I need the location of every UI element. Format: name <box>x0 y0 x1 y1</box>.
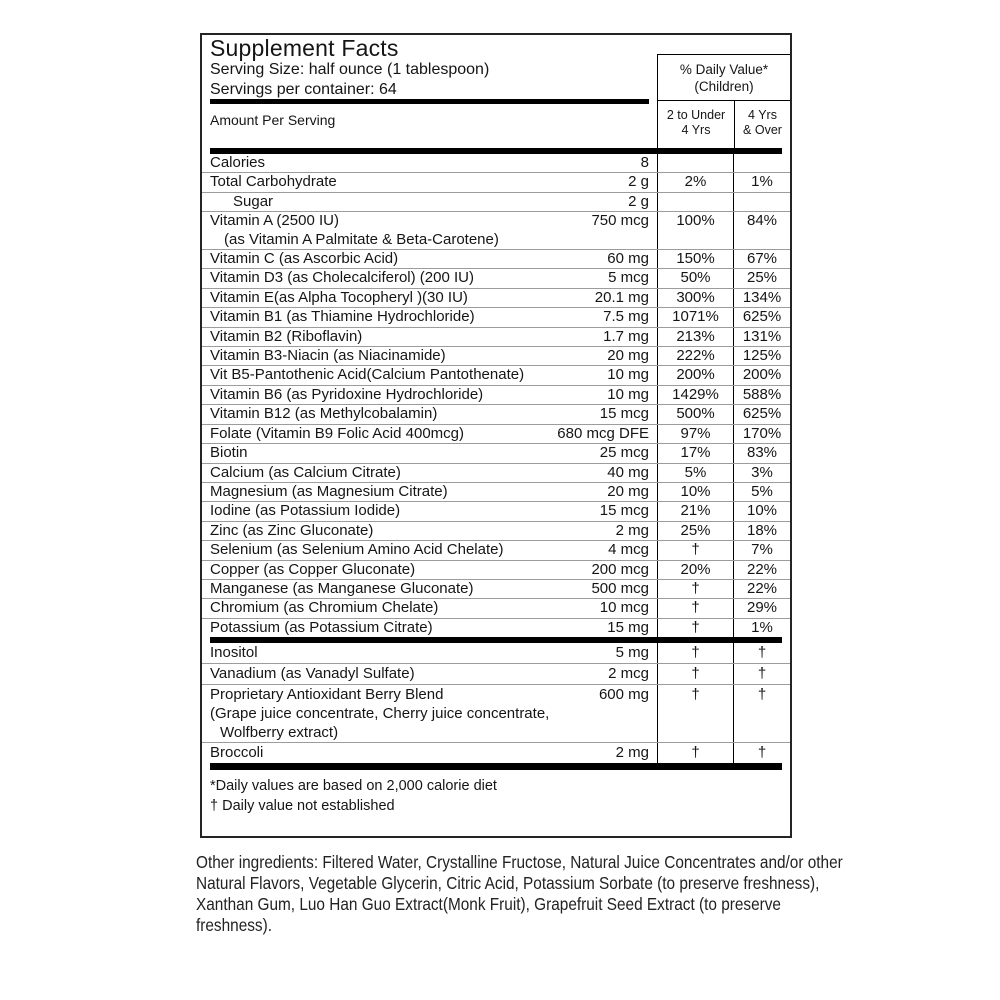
dv-adult-value: 22% <box>733 580 790 598</box>
nutrient-name: Vitamin B2 (Riboflavin) <box>210 327 363 345</box>
nutrient-cell <box>202 580 657 598</box>
nutrient-amount: 5 mcg <box>608 269 649 287</box>
dv-children-value: † <box>657 664 733 684</box>
nutrient-cell <box>202 643 657 663</box>
nutrient-cell <box>202 743 657 763</box>
dv-children-value: 2% <box>657 173 733 191</box>
nutrient-amount: 750 mcg <box>591 212 649 230</box>
dv-children-value: 20% <box>657 561 733 579</box>
dv-adult-value: 84% <box>733 212 790 249</box>
dv-adult-value <box>733 154 790 172</box>
table-row <box>202 249 790 268</box>
dv-children-value: 222% <box>657 347 733 365</box>
dv-children-value: 500% <box>657 405 733 423</box>
nutrient-amount: 15 mcg <box>599 405 649 423</box>
nutrient-table-main <box>202 154 790 637</box>
nutrient-cell <box>202 464 657 482</box>
dv-children-value: † <box>657 541 733 559</box>
col-adult-line1: 4 Yrs <box>748 108 777 122</box>
dv-children-value <box>657 154 733 172</box>
table-row <box>202 598 790 617</box>
table-row <box>202 268 790 287</box>
nutrient-name: Vitamin B1 (as Thiamine Hydrochloride) <box>210 308 475 326</box>
nutrient-amount: 2 mcg <box>608 665 649 683</box>
nutrient-amount: 2 g <box>628 173 649 191</box>
serving-info <box>210 60 489 99</box>
thick-rule <box>210 99 649 104</box>
nutrient-cell <box>202 347 657 365</box>
nutrient-amount: 2 g <box>628 192 649 210</box>
nutrient-cell <box>202 366 657 384</box>
table-row <box>202 385 790 404</box>
nutrient-amount: 10 mcg <box>599 599 649 617</box>
dv-adult-value: † <box>733 664 790 684</box>
nutrient-name: Vit B5-Pantothenic Acid(Calcium Pantothenate) <box>210 366 525 384</box>
nutrient-cell <box>202 619 657 637</box>
nutrient-cell <box>202 425 657 443</box>
nutrient-name: Folate (Vitamin B9 Folic Acid 400mcg) <box>210 424 464 442</box>
nutrient-amount: 10 mg <box>607 385 649 403</box>
nutrient-cell <box>202 405 657 423</box>
table-row <box>202 521 790 540</box>
table-row <box>202 579 790 598</box>
dv-adult-value: 29% <box>733 599 790 617</box>
nutrient-name: Vitamin B12 (as Methylcobalamin) <box>210 405 438 423</box>
table-row <box>202 172 790 191</box>
table-row <box>202 501 790 520</box>
nutrient-name: Potassium (as Potassium Citrate) <box>210 618 433 636</box>
nutrient-amount: 2 mg <box>615 743 649 761</box>
table-row <box>202 404 790 423</box>
nutrient-name: Vitamin A (2500 IU) <box>210 212 339 230</box>
nutrient-amount: 200 mcg <box>591 560 649 578</box>
dv-children-value: † <box>657 743 733 763</box>
dv-children-value: 10% <box>657 483 733 501</box>
dv-children-value: 25% <box>657 522 733 540</box>
nutrient-name: Calcium (as Calcium Citrate) <box>210 463 401 481</box>
dv-adult-value: 131% <box>733 328 790 346</box>
table-row <box>202 663 790 684</box>
dv-adult-value: 7% <box>733 541 790 559</box>
panel-header <box>202 35 790 148</box>
nutrient-cell <box>202 328 657 346</box>
dv-children-value: † <box>657 685 733 742</box>
table-row <box>202 307 790 326</box>
nutrient-amount: 60 mg <box>607 250 649 268</box>
table-row <box>202 192 790 211</box>
nutrient-name-continued: (as Vitamin A Palmitate & Beta-Carotene) <box>224 230 499 248</box>
nutrient-amount: 8 <box>640 154 649 171</box>
nutrient-amount: 2 mg <box>615 521 649 539</box>
nutrient-name: Calories <box>210 154 266 171</box>
dv-adult-value <box>733 193 790 211</box>
dv-children-value: 50% <box>657 269 733 287</box>
col-adult-header <box>734 101 790 148</box>
nutrient-name: Vitamin B6 (as Pyridoxine Hydrochloride) <box>210 385 484 403</box>
dv-adult-value: 18% <box>733 522 790 540</box>
dv-children-value: 200% <box>657 366 733 384</box>
panel-title: Supplement Facts <box>210 35 399 61</box>
nutrient-name: Inositol <box>210 644 258 662</box>
dv-children-value: † <box>657 643 733 663</box>
nutrient-name: Zinc (as Zinc Gluconate) <box>210 521 374 539</box>
dv-adult-value: 200% <box>733 366 790 384</box>
nutrient-name: Vitamin E(as Alpha Tocopheryl )(30 IU) <box>210 288 468 306</box>
dv-adult-value: 625% <box>733 308 790 326</box>
age-columns-header <box>658 100 790 148</box>
table-row <box>202 684 790 742</box>
nutrient-name: Biotin <box>210 444 248 462</box>
dv-adult-value: 625% <box>733 405 790 423</box>
nutrient-cell <box>202 599 657 617</box>
table-row <box>202 482 790 501</box>
table-row <box>202 211 790 249</box>
nutrient-cell <box>202 250 657 268</box>
dv-children-value: 300% <box>657 289 733 307</box>
dv-adult-value: † <box>733 743 790 763</box>
footnote-daily-value: *Daily values are based on 2,000 calorie diet <box>210 777 497 794</box>
table-row <box>202 443 790 462</box>
table-row <box>202 643 790 663</box>
nutrient-amount: 25 mcg <box>599 444 649 462</box>
daily-value-header-box <box>657 54 790 148</box>
nutrient-cell <box>202 212 657 249</box>
footnotes <box>202 770 790 836</box>
nutrient-name: Vitamin C (as Ascorbic Acid) <box>210 250 399 268</box>
dv-adult-value: 1% <box>733 173 790 191</box>
nutrient-cell <box>202 193 657 211</box>
nutrient-cell <box>202 444 657 462</box>
footnote-dagger: † Daily value not established <box>210 797 395 814</box>
table-row <box>202 742 790 763</box>
dv-children-value: † <box>657 599 733 617</box>
nutrient-cell <box>202 269 657 287</box>
col-children-header <box>658 101 734 148</box>
nutrient-name: Total Carbohydrate <box>210 173 337 191</box>
nutrient-amount: 40 mg <box>607 463 649 481</box>
nutrient-amount: 15 mcg <box>599 502 649 520</box>
dv-children-value <box>657 193 733 211</box>
dv-children-value: 1429% <box>657 386 733 404</box>
nutrient-amount: 20.1 mg <box>594 288 649 306</box>
dv-children-value: † <box>657 619 733 637</box>
table-row <box>202 424 790 443</box>
nutrient-cell <box>202 522 657 540</box>
dv-adult-value: 3% <box>733 464 790 482</box>
table-row <box>202 154 790 172</box>
dv-children-value: 1071% <box>657 308 733 326</box>
nutrient-cell <box>202 173 657 191</box>
nutrient-amount: 5 mg <box>615 644 649 662</box>
nutrient-cell <box>202 483 657 501</box>
nutrient-amount: 4 mcg <box>608 541 649 559</box>
serving-size: Serving Size: half ounce (1 tablespoon) <box>210 61 490 78</box>
nutrient-name-continued: (Grape juice concentrate, Cherry juice concentrate, <box>210 705 550 723</box>
thick-rule <box>210 763 782 770</box>
dv-children-value: 21% <box>657 502 733 520</box>
nutrient-name: Manganese (as Manganese Gluconate) <box>210 579 474 597</box>
nutrient-name: Selenium (as Selenium Amino Acid Chelate) <box>210 541 504 559</box>
table-row <box>202 288 790 307</box>
amount-per-serving-header: Amount Per Serving <box>210 112 336 128</box>
supplement-facts-panel <box>200 33 792 838</box>
table-row <box>202 463 790 482</box>
nutrient-cell <box>202 561 657 579</box>
nutrient-amount: 1.7 mg <box>603 327 649 345</box>
dv-children-value: † <box>657 580 733 598</box>
dv-children-value: 150% <box>657 250 733 268</box>
nutrient-cell <box>202 685 657 742</box>
nutrient-name: Vanadium (as Vanadyl Sulfate) <box>210 665 415 683</box>
daily-value-header-line1: % Daily Value* <box>679 62 769 77</box>
other-ingredients: Other ingredients: Filtered Water, Crystalline Fructose, Natural Juice Concentrates and/or other Natural Flavors, Vegetable Glycerin, Citric Acid, Potassium Sorbate (to preserve freshness), Xanthan Gum, Luo Han Guo Extract(Monk Fruit), Grapefruit Seed Extract (to preserve freshness). <box>196 852 843 935</box>
nutrient-name: Broccoli <box>210 743 264 761</box>
nutrient-name: Copper (as Copper Gluconate) <box>210 560 416 578</box>
table-row <box>202 540 790 559</box>
nutrient-name: Sugar <box>233 192 274 210</box>
nutrient-cell <box>202 541 657 559</box>
nutrient-amount: 600 mg <box>598 686 649 704</box>
dv-adult-value: 83% <box>733 444 790 462</box>
nutrient-cell <box>202 502 657 520</box>
nutrient-amount: 20 mg <box>607 347 649 365</box>
dv-children-value: 213% <box>657 328 733 346</box>
col-children-line1: 2 to Under <box>666 108 726 122</box>
dv-adult-value: 67% <box>733 250 790 268</box>
nutrient-cell <box>202 154 657 172</box>
dv-children-value: 100% <box>657 212 733 249</box>
table-row <box>202 560 790 579</box>
table-row <box>202 365 790 384</box>
daily-value-header-line2: (Children) <box>694 79 754 94</box>
nutrient-cell <box>202 664 657 684</box>
dv-adult-value: 10% <box>733 502 790 520</box>
nutrient-name: Proprietary Antioxidant Berry Blend <box>210 686 444 704</box>
dv-adult-value: 1% <box>733 619 790 637</box>
dv-adult-value: 588% <box>733 386 790 404</box>
dv-adult-value: † <box>733 685 790 742</box>
col-children-line2: 4 Yrs <box>681 123 711 137</box>
nutrient-amount: 680 mcg DFE <box>557 424 649 442</box>
dv-children-value: 17% <box>657 444 733 462</box>
table-row <box>202 327 790 346</box>
dv-adult-value: 25% <box>733 269 790 287</box>
dv-adult-value: 22% <box>733 561 790 579</box>
nutrient-cell <box>202 289 657 307</box>
nutrient-name: Iodine (as Potassium Iodide) <box>210 502 401 520</box>
table-row <box>202 346 790 365</box>
nutrient-table-other <box>202 643 790 763</box>
dv-adult-value: † <box>733 643 790 663</box>
dv-adult-value: 125% <box>733 347 790 365</box>
nutrient-name: Magnesium (as Magnesium Citrate) <box>210 482 448 500</box>
col-adult-line2: & Over <box>743 123 782 137</box>
nutrient-name-continued: Wolfberry extract) <box>220 723 339 741</box>
nutrient-amount: 500 mcg <box>591 579 649 597</box>
nutrient-amount: 15 mg <box>607 618 649 636</box>
table-row <box>202 618 790 637</box>
dv-children-value: 5% <box>657 464 733 482</box>
nutrient-cell <box>202 386 657 404</box>
dv-children-value: 97% <box>657 425 733 443</box>
dv-adult-value: 170% <box>733 425 790 443</box>
nutrient-cell <box>202 308 657 326</box>
nutrient-amount: 7.5 mg <box>603 308 649 326</box>
dv-adult-value: 5% <box>733 483 790 501</box>
nutrient-name: Vitamin D3 (as Cholecalciferol) (200 IU) <box>210 269 474 287</box>
nutrient-amount: 10 mg <box>607 366 649 384</box>
nutrient-name: Chromium (as Chromium Chelate) <box>210 599 439 617</box>
nutrient-name: Vitamin B3-Niacin (as Niacinamide) <box>210 347 446 365</box>
servings-per-container: Servings per container: 64 <box>210 80 397 98</box>
nutrient-amount: 20 mg <box>607 482 649 500</box>
dv-adult-value: 134% <box>733 289 790 307</box>
